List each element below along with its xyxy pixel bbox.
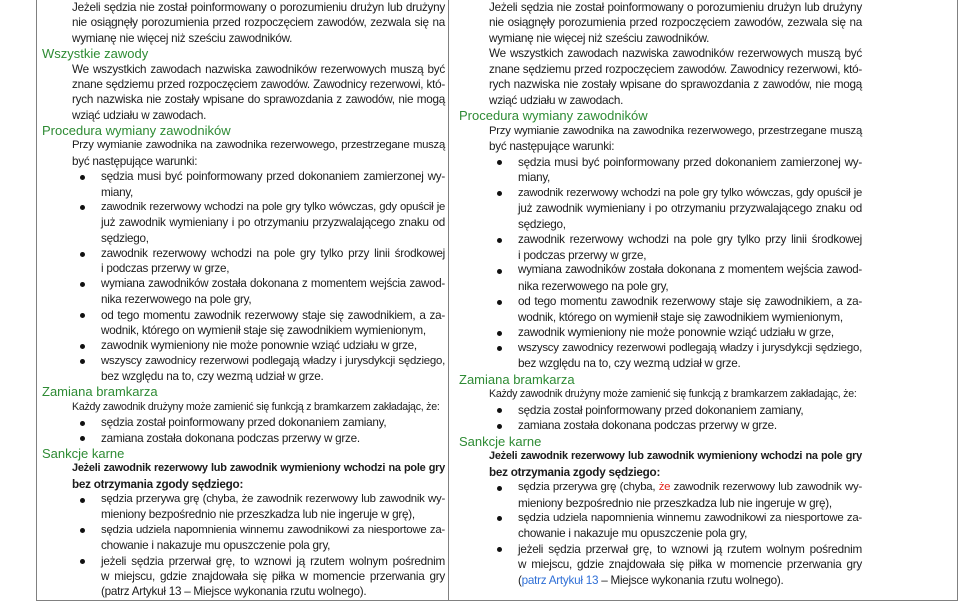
text-line: Jeżeli sędzia nie został poinformowany o porozumieniu drużyn lub drużyny: [489, 1, 862, 14]
text-line: jeżeli sędzia przerwał grę, to wznowi ją rzutem wolnym pośrednim: [518, 542, 862, 556]
bullet-item: [489, 294, 862, 325]
text-line: nie osiągnęły porozumienia przed rozpoczęciem zawodów, zezwala się na: [72, 16, 445, 30]
column-divider: [448, 0, 449, 600]
text-line: Każdy zawodnik drużyny może zamienić się funkcją z bramkarzem zakładając, że:: [489, 388, 857, 401]
bullet-icon: [80, 205, 85, 210]
paragraph: [489, 387, 862, 402]
text-line: wodnik, którego on wymienił staje się zawodnikiem wymienionym,: [518, 310, 843, 324]
bullet-item: [489, 155, 862, 186]
paragraph: [72, 400, 445, 415]
section-heading: Wszystkie zawody: [42, 46, 149, 62]
text-line: być następujące warunki:: [489, 140, 615, 154]
bullet-item: [72, 200, 445, 246]
bullet-item: [72, 523, 445, 554]
text-line: od tego momentu zawodnik rezerwowy staje się zawodnikiem, a za-: [518, 295, 862, 309]
text-line: wymiana zawodników została dokonana z momentem wejścia zawod-: [101, 277, 445, 290]
section-heading: Zamiana bramkarza: [459, 371, 575, 387]
paragraph: [72, 138, 445, 169]
text-line: wymianę nie więcej niż sześciu zawodników.: [489, 31, 710, 45]
text-line: bez względu na to, czy wezmą udział w grze.: [101, 370, 324, 383]
text-line: Jeżeli sędzia nie został poinformowany o porozumieniu drużyn lub drużyny: [72, 1, 445, 14]
text-line: (patrz Artykuł 13 – Miejsce wykonania rzutu wolnego).: [101, 585, 367, 599]
bullet-item: [489, 480, 862, 511]
text-line: już zawodnik wymieniany i po otrzymaniu przyzwalającego znaku od: [518, 202, 862, 216]
bullet-icon: [80, 282, 85, 287]
text-line: wziąć udziału w zawodach.: [72, 108, 207, 122]
bullet-item: [72, 338, 445, 353]
text-line: wszyscy zawodnicy rezerwowi podlegają władzy i jurysdykcji sędziego,: [518, 341, 862, 354]
bullet-item: [72, 492, 445, 523]
paragraph: [489, 449, 862, 480]
text-line: wymianę nie więcej niż sześciu zawodników.: [72, 31, 293, 45]
text-line: zawodnik rezerwowy wchodzi na pole gry tylko przy linii środkowej: [101, 247, 445, 260]
text-line: zawodnik rezerwowy wchodzi na pole gry tylko wówczas, gdy opuścił je: [518, 186, 862, 199]
text-line: wodnik, którego on wymienił staje się zawodnikiem wymienionym,: [101, 323, 426, 337]
bullet-icon: [497, 300, 502, 305]
text-line: Przy wymianie zawodnika na zawodnika rezerwowego, przestrzegane muszą: [489, 124, 862, 137]
text-run: – Miejsce wykonania rzutu wolnego).: [598, 573, 784, 587]
text-line: i podczas przerwy w grze,: [518, 248, 647, 262]
bullet-icon: [497, 269, 502, 274]
text-line: sędzia udziela napomnienia winnemu zawodnikowi za niesportowe za-: [101, 523, 445, 536]
table-right-border: [957, 0, 958, 600]
bullet-icon: [497, 408, 502, 413]
table-bottom-border: [36, 600, 958, 601]
paragraph: [489, 124, 862, 155]
text-line: zawodnik wymieniony nie może ponownie wziąć udziału w grze,: [101, 339, 417, 353]
paragraph: [489, 46, 862, 108]
text-line: Każdy zawodnik drużyny może zamienić się funkcją z bramkarzem zakładając, że:: [72, 400, 440, 413]
text-line: zawodnik wymieniony nie może ponownie wziąć udziału w grze,: [518, 326, 834, 340]
bullet-item: [489, 232, 862, 263]
text-line: sędzia został poinformowany przed dokonaniem zamiany,: [518, 403, 804, 417]
text-line: [518, 573, 862, 588]
text-line: We wszystkich zawodach nazwiska zawodników rezerwowych muszą być: [489, 47, 862, 61]
text-line: bez względu na to, czy wezmą udział w grze.: [518, 357, 741, 371]
bullet-icon: [80, 344, 85, 349]
text-run: sędzia przerywa grę (chyba,: [518, 481, 659, 494]
bullet-icon: [497, 238, 502, 243]
cross-reference-link[interactable]: patrz Artykuł 13: [521, 573, 599, 587]
text-run: (: [518, 573, 522, 587]
bullet-icon: [497, 331, 502, 336]
text-line: Jeżeli zawodnik rezerwowy lub zawodnik wymieniony wchodzi na pole gry: [72, 462, 445, 475]
text-line: zamiana została dokonana podczas przerwy w grze.: [518, 419, 777, 433]
text-line: nika rezerwowego na pole gry,: [518, 279, 669, 293]
bullet-item: [72, 277, 445, 308]
bullet-icon: [80, 559, 85, 564]
text-line: [518, 480, 862, 495]
text-line: mieniony bezpośrednio nie przeszkadza lub nie ingeruje w grę),: [518, 496, 832, 510]
right-column: [459, 0, 862, 588]
bullet-icon: [80, 528, 85, 533]
text-line: miany,: [518, 171, 551, 185]
bullet-item: [489, 403, 862, 418]
text-line: jeżeli sędzia przerwał grę, to wznowi ją rzutem wolnym pośrednim: [101, 554, 445, 568]
text-line: miany,: [101, 185, 134, 199]
bullet-icon: [80, 421, 85, 426]
text-line: wszyscy zawodnicy rezerwowi podlegają władzy i jurysdykcji sędziego,: [101, 354, 445, 367]
text-line: już zawodnik wymieniany i po otrzymaniu przyzwalającego znaku od: [101, 216, 445, 230]
bullet-item: [489, 263, 862, 294]
section-heading: Sankcje karne: [459, 433, 542, 449]
bullet-icon: [80, 498, 85, 503]
text-line: sędziego,: [101, 231, 149, 245]
bullet-icon: [80, 313, 85, 318]
text-line: i podczas przerwy w grze,: [101, 262, 230, 276]
text-line: mieniony bezpośrednio nie przeszkadza lub nie ingeruje w grę),: [101, 508, 415, 522]
bullet-icon: [497, 516, 502, 521]
bullet-item: [489, 418, 862, 433]
text-line: sędzia musi być poinformowany przed dokonaniem zamierzonej wy-: [518, 155, 862, 169]
text-line: Przy wymianie zawodnika na zawodnika rezerwowego, przestrzegane muszą: [72, 139, 445, 152]
text-line: sędzia przerywa grę (chyba, że zawodnik rezerwowy lub zawodnik wy-: [101, 493, 445, 505]
text-line: znane sędziemu przed rozpoczęciem zawodów. Zawodnicy rezerwowi, któ-: [72, 77, 445, 91]
bullet-icon: [80, 252, 85, 257]
section-heading: Procedura wymiany zawodników: [42, 123, 231, 138]
text-line: zawodnik rezerwowy wchodzi na pole gry tylko wówczas, gdy opuścił je: [101, 200, 445, 213]
text-line: wziąć udziału w zawodach.: [489, 93, 624, 107]
bullet-item: [489, 186, 862, 232]
bullet-icon: [80, 436, 85, 441]
paragraph: [72, 62, 445, 124]
text-line: być następujące warunki:: [72, 154, 198, 168]
bullet-item: [72, 554, 445, 600]
bullet-icon: [80, 175, 85, 180]
bullet-icon: [80, 359, 85, 364]
bullet-item: [72, 354, 445, 385]
highlighted-text: że: [658, 481, 671, 494]
bullet-item: [489, 325, 862, 340]
bullet-item: [72, 431, 445, 446]
text-line: nika rezerwowego na pole gry,: [101, 293, 252, 307]
text-line: We wszystkich zawodach nazwiska zawodników rezerwowych muszą być: [72, 62, 445, 76]
text-line: zawodnik rezerwowy wchodzi na pole gry tylko przy linii środkowej: [518, 233, 862, 247]
text-line: zamiana została dokonana podczas przerwy w grze.: [101, 431, 360, 445]
text-line: nie osiągnęły porozumienia przed rozpoczęciem zawodów, zezwala się na: [489, 16, 862, 30]
text-line: w miejscu, gdzie znajdowała się piłka w momencie przerwania gry: [101, 569, 445, 583]
text-line: sędzia został poinformowany przed dokonaniem zamiany,: [101, 416, 387, 430]
text-line: chowanie i nakazuje mu opuszczenie pola gry,: [518, 527, 748, 541]
bullet-icon: [497, 486, 502, 491]
text-line: bez otrzymania zgody sędziego:: [72, 477, 244, 491]
paragraph: [489, 0, 862, 46]
text-line: sędzia udziela napomnienia winnemu zawodnikowi za niesportowe za-: [518, 511, 862, 524]
bullet-icon: [497, 547, 502, 552]
section-heading: Sankcje karne: [42, 445, 125, 461]
bullet-item: [489, 341, 862, 372]
bullet-icon: [497, 424, 502, 429]
bullet-icon: [497, 191, 502, 196]
text-line: rych nazwiska nie zostały wpisane do sprawozdania z zawodów, nie mogą: [72, 93, 445, 107]
section-heading: Zamiana bramkarza: [42, 384, 158, 400]
text-run: zawodnik rezerwowy lub zawodnik wy-: [670, 481, 862, 494]
text-line: rych nazwiska nie zostały wpisane do sprawozdania z zawodów, nie mogą: [489, 78, 862, 92]
bullet-icon: [497, 160, 502, 165]
table-left-border: [36, 0, 37, 600]
paragraph: [72, 0, 445, 46]
text-line: wymiana zawodników została dokonana z momentem wejścia zawod-: [518, 264, 862, 277]
text-line: bez otrzymania zgody sędziego:: [489, 465, 661, 479]
bullet-item: [72, 169, 445, 200]
text-line: znane sędziemu przed rozpoczęciem zawodów. Zawodnicy rezerwowi, któ-: [489, 62, 862, 76]
text-line: sędziego,: [518, 217, 566, 231]
bullet-item: [72, 246, 445, 277]
text-line: sędzia musi być poinformowany przed dokonaniem zamierzonej wy-: [101, 170, 445, 184]
bullet-icon: [497, 346, 502, 351]
text-line: od tego momentu zawodnik rezerwowy staje się zawodnikiem, a za-: [101, 308, 445, 322]
text-line: Jeżeli zawodnik rezerwowy lub zawodnik wymieniony wchodzi na pole gry: [489, 450, 862, 463]
bullet-item: [72, 308, 445, 339]
bullet-item: [72, 415, 445, 430]
bullet-item: [489, 542, 862, 588]
section-heading: Procedura wymiany zawodników: [459, 108, 648, 124]
bullet-item: [489, 511, 862, 542]
paragraph: [72, 461, 445, 492]
text-line: w miejscu, gdzie znajdowała się piłka w momencie przerwania gry: [518, 558, 862, 572]
left-column: [42, 0, 445, 600]
text-line: chowanie i nakazuje mu opuszczenie pola gry,: [101, 539, 331, 553]
